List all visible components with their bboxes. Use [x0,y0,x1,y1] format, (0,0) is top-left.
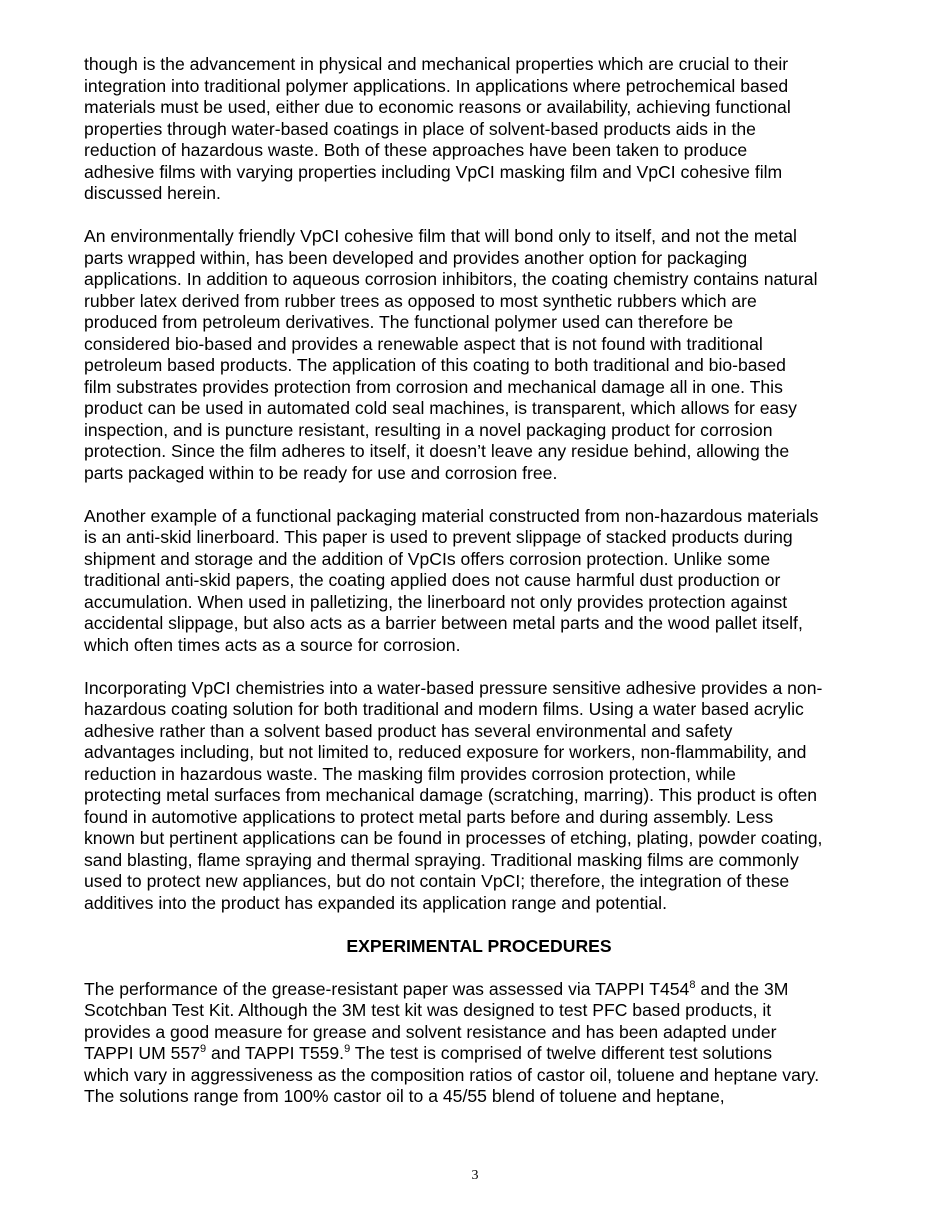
page-number: 3 [471,1168,479,1183]
paragraph-4: Incorporating VpCI chemistries into a water-based pressure sensitive adhesive provides a non- hazardous coating solution for both traditional and modern films. Using a water based acrylic adhesive rather than a solvent based product has several environmental and safety advantages including, but not limited to, reduced exposure for workers, non-flammability, and reduction in hazardous waste. The masking film provides corrosion protection, while protecting metal surfaces from mechanical damage (scratching, marring). This product is often found in automotive applications to protect metal parts before and during assembly. Less known but pertinent applications can be found in processes of etching, plating, powder coating, sand blasting, flame spraying and thermal spraying. Traditional masking films are commonly used to protect new appliances, but do not contain VpCI; therefore, the integration of these additives into the product has expanded its application range and potential. [84,677,823,913]
citation-8: 8 [689,978,696,991]
paragraph-2: An environmentally friendly VpCI cohesive film that will bond only to itself, and not the metal parts wrapped within, has been developed and provides another option for packaging applications. In addition to aqueous corrosion inhibitors, the coating chemistry contains natural rubber latex derived from rubber trees as opposed to most synthetic rubbers which are produced from petroleum derivatives. The functional polymer used can therefore be considered bio-based and provides a renewable aspect that is not found with traditional petroleum based products. The application of this coating to both traditional and bio-based film substrates provides protection from corrosion and mechanical damage all in one. This product can be used in automated cold seal machines, is transparent, which allows for easy inspection, and is puncture resistant, resulting in a novel packaging product for corrosion protection. Since the film adheres to itself, it doesn’t leave any residue behind, allowing the parts packaged within to be ready for use and corrosion free. [84,226,818,483]
paragraph-5-text-1: The performance of the grease-resistant paper was assessed via TAPPI T454 [84,978,690,999]
section-heading: EXPERIMENTAL PROCEDURES [346,935,612,956]
paragraph-5-text-2: and the 3M Scotchban Test Kit. Although the 3M test kit was designed to test PFC based products, it provides a good measure for grease and solvent resistance and has been adapted under TAPPI UM 557 [84,978,789,1063]
page-body [84,54,874,1129]
paragraph-3: Another example of a functional packaging material constructed from non-hazardous materials is an anti-skid linerboard. This paper is used to prevent slippage of stacked products during shipment and storage and the addition of VpCIs offers corrosion protection. Unlike some traditional anti-skid papers, the coating applied does not cause harmful dust production or accumulation. When used in palletizing, the linerboard not only provides protection against accidental slippage, but also acts as a barrier between metal parts and the wood pallet itself, which often times acts as a source for corrosion. [84,505,819,655]
citation-9b: 9 [344,1043,351,1055]
paragraph-5 [84,979,874,1108]
paragraph-1: though is the advancement in physical and mechanical properties which are crucial to their integration into traditional polymer applications. In applications where petrochemical based materials must be used, either due to economic reasons or availability, achieving functional properties through water-based coatings in place of solvent-based products aids in the reduction of hazardous waste. Both of these approaches have been taken to produce adhesive films with varying properties including VpCI masking film and VpCI cohesive film discussed herein. [84,54,791,203]
citation-9a: 9 [200,1043,207,1055]
paragraph-5-text-3: and TAPPI T559. [206,1043,345,1063]
paragraph-5-text-4: The test is comprised of twelve different test solutions which vary in aggressiveness as the composition ratios of castor oil, toluene and heptane vary. The solutions range from 100% castor oil to a 45/55 blend of toluene and heptane, [84,1043,820,1106]
